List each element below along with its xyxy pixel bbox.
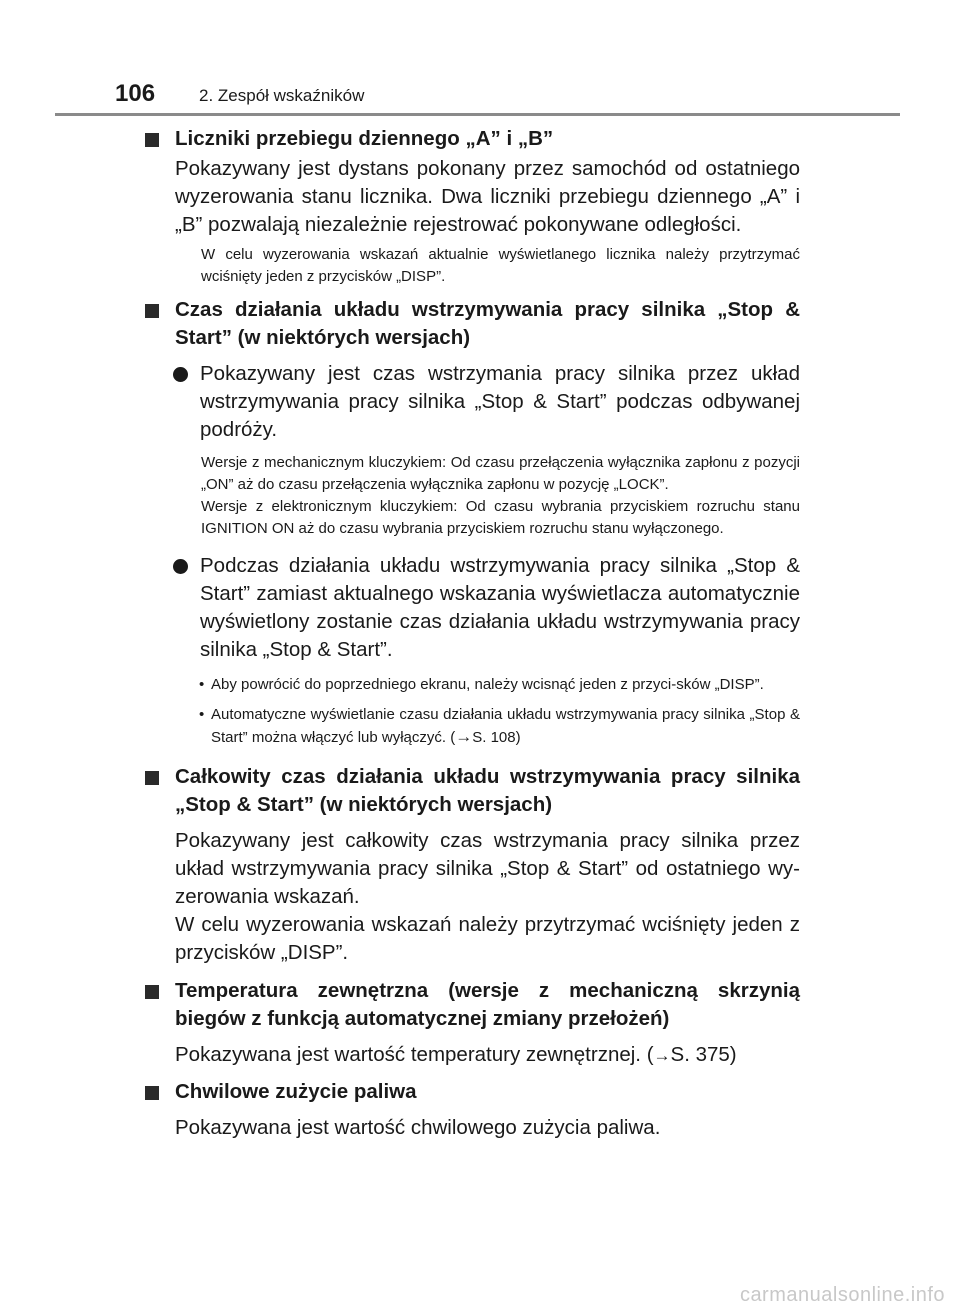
section-total-stop-start-time — [145, 763, 800, 819]
section-body: Pokazywany jest całkowity czas wstrzymania pracy silnika przez układ wstrzymywania pracy silnika „Stop & Start” od ostatniego wy-zerowania wskazań. — [175, 829, 800, 908]
list-item-text: Podczas działania układu wstrzymywania pracy silnika „Stop & Start” zamiast aktualnego wskazania wyświetlacza automatycznie wyświetlony zostanie czas działania układu wstrzymywania pracy silnika „Stop & Start”. — [200, 554, 800, 661]
list-item-text: Pokazywany jest czas wstrzymania pracy silnika przez układ wstrzymywania pracy silnika „Stop & Start” podczas odbywanej podróży. — [200, 362, 800, 441]
section-title: Chwilowe zużycie paliwa — [175, 1080, 417, 1103]
section-fuel-consumption — [145, 1078, 800, 1106]
square-bullet-icon — [145, 985, 159, 999]
section-body — [145, 1041, 800, 1070]
square-bullet-icon — [145, 304, 159, 318]
page-content — [145, 125, 800, 1142]
page-number: 106 — [115, 80, 156, 107]
arrow-right-icon: → — [653, 1046, 671, 1065]
section-body: Pokazywany jest dystans pokonany przez samochód od ostatniego wyzerowania stanu licznika. Dwa liczniki przebiegu dziennego „A” i „B” pozwalają niezależnie rejestrować pokonywane odległości. — [175, 157, 800, 236]
circle-bullet-icon — [173, 559, 188, 574]
page-reference-link[interactable]: S. 375) — [670, 1043, 737, 1066]
dash-item-text-main: Automatyczne wyświetlanie czasu działania układu wstrzymywania pracy silnika „Stop & Start” można włączyć lub wyłączyć. ( — [211, 706, 800, 746]
section-title: Liczniki przebiegu dziennego „A” i „B” — [175, 127, 554, 150]
dash-item — [145, 704, 800, 749]
page-reference-link[interactable]: S. 108) — [472, 729, 521, 746]
section-title: Całkowity czas działania układu wstrzymywania pracy silnika „Stop & Start” (w niektórych wersjach) — [175, 765, 800, 816]
page-header — [115, 80, 905, 110]
section-note: W celu wyzerowania wskazań aktualnie wyświetlanego licznika należy przytrzymać wciśnięty jeden z przycisków „DISP”. — [201, 246, 800, 285]
section-body: W celu wyzerowania wskazań należy przytrzymać wciśnięty jeden z przycisków „DISP”. — [175, 913, 800, 964]
dash-item-text — [211, 704, 800, 749]
arrow-right-icon: → — [455, 727, 473, 746]
section-title: Czas działania układu wstrzymywania pracy silnika „Stop & Start” (w niektórych wersjach) — [175, 298, 800, 349]
section-body: Pokazywana jest wartość chwilowego zużycia paliwa. — [175, 1116, 661, 1139]
dash-item — [145, 674, 800, 696]
chapter-title: 2. Zespół wskaźników — [199, 86, 365, 105]
list-item — [145, 360, 800, 444]
watermark: carmanualsonline.info — [739, 1284, 945, 1306]
section-note: Wersje z mechanicznym kluczykiem: Od czasu przełączenia wyłącznika zapłonu z pozycji „ON” aż do czasu przełączenia wyłącznika zapłonu w pozycję „LOCK”. — [201, 454, 800, 493]
section-outside-temperature — [145, 977, 800, 1033]
dash-bullet-icon: • — [199, 676, 205, 693]
circle-bullet-icon — [173, 367, 188, 382]
list-item — [145, 552, 800, 664]
section-note: Wersje z elektronicznym kluczykiem: Od czasu wybrania przyciskiem rozruchu stanu IGNITION ON aż do czasu wybrania przyciskiem rozruchu stanu wyłączonego. — [201, 498, 800, 537]
square-bullet-icon — [145, 1086, 159, 1100]
dash-bullet-icon: • — [199, 706, 205, 723]
header-rule — [55, 113, 900, 116]
section-stop-start-time — [145, 296, 800, 352]
section-title: Temperatura zewnętrzna (wersje z mechaniczną skrzynią biegów z funkcją automatycznej zmiany przełożeń) — [175, 979, 800, 1030]
dash-item-text: Aby powrócić do poprzedniego ekranu, należy wcisnąć jeden z przyci-sków „DISP”. — [211, 676, 764, 693]
section-body-text: Pokazywana jest wartość temperatury zewnętrznej. ( — [175, 1043, 654, 1066]
square-bullet-icon — [145, 771, 159, 785]
section-trip-meters — [145, 125, 800, 153]
square-bullet-icon — [145, 133, 159, 147]
